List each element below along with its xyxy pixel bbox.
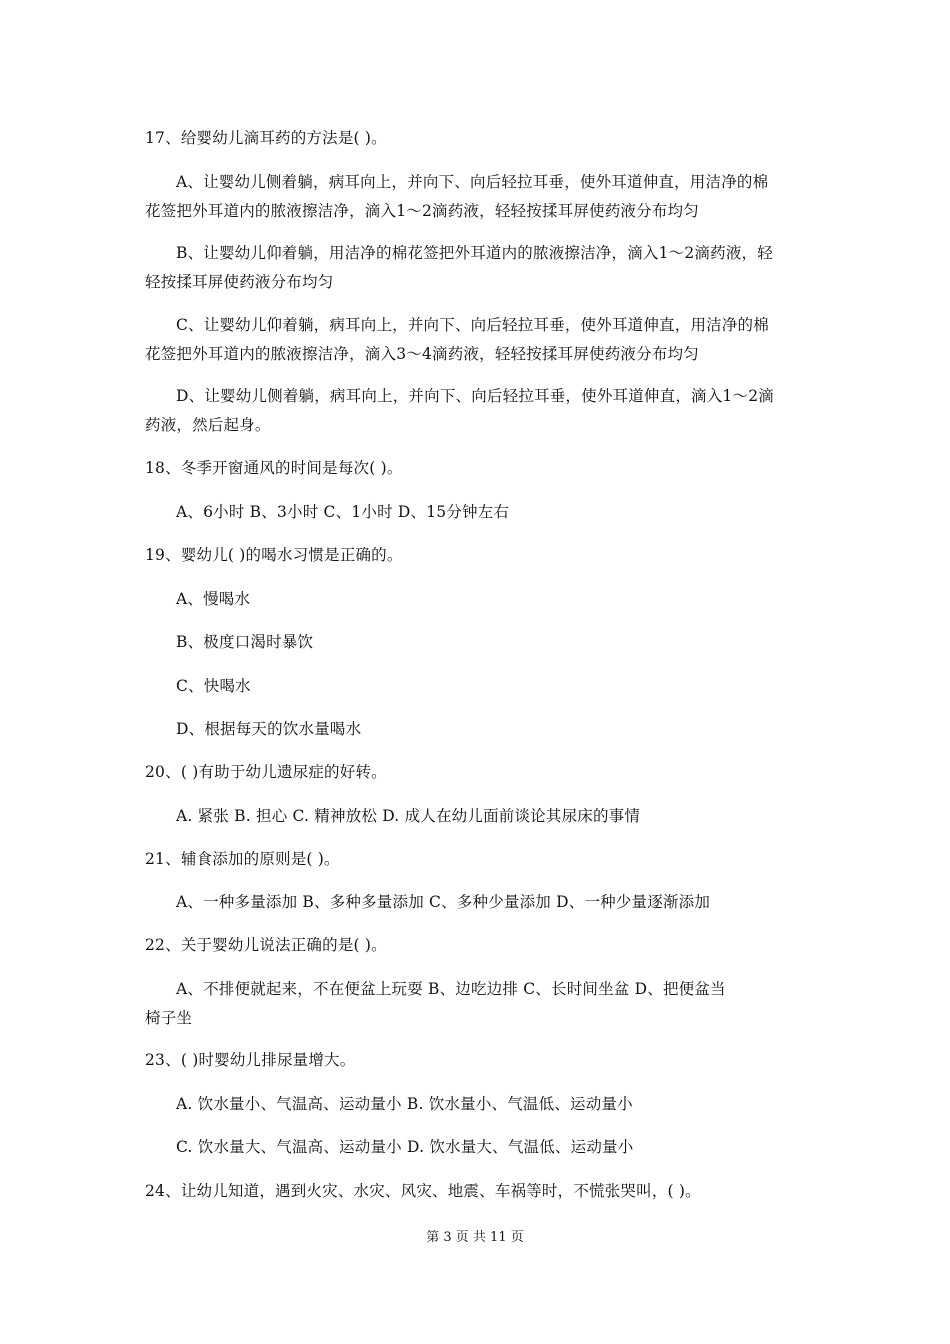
question-17-option-c-line1: C、让婴幼儿仰着躺，病耳向上，并向下、向后轻拉耳垂，使外耳道伸直，用洁净的棉 bbox=[176, 316, 769, 334]
question-22-options-line1: A、不排便就起来，不在便盆上玩耍 B、边吃边排 C、长时间坐盆 D、把便盆当 bbox=[176, 980, 726, 998]
question-23-options-cd: C. 饮水量大、气温高、运动量小 D. 饮水量大、气温低、运动量小 bbox=[176, 1138, 634, 1156]
question-22-stem: 22、关于婴幼儿说法正确的是( )。 bbox=[145, 936, 387, 954]
question-23-stem: 23、( )时婴幼儿排尿量增大。 bbox=[145, 1051, 356, 1069]
question-17-option-a-line1: A、让婴幼儿侧着躺，病耳向上，并向下、向后轻拉耳垂，使外耳道伸直，用洁净的棉 bbox=[176, 173, 769, 191]
question-18-options: A、6小时 B、3小时 C、1小时 D、15分钟左右 bbox=[176, 503, 510, 521]
page-footer: 第 3 页 共 11 页 bbox=[426, 1230, 524, 1245]
question-19-option-a: A、慢喝水 bbox=[176, 590, 251, 608]
question-18-stem: 18、冬季开窗通风的时间是每次( )。 bbox=[145, 459, 403, 477]
question-22-options-line2: 椅子坐 bbox=[145, 1009, 193, 1027]
question-19-option-d: D、根据每天的饮水量喝水 bbox=[176, 720, 362, 738]
question-17-option-d-line1: D、让婴幼儿侧着躺，病耳向上，并向下、向后轻拉耳垂，使外耳道伸直，滴入1～2滴 bbox=[176, 387, 774, 405]
question-21-options: A、一种多量添加 B、多种多量添加 C、多种少量添加 D、一种少量逐渐添加 bbox=[176, 893, 711, 911]
question-19-option-b: B、极度口渴时暴饮 bbox=[176, 633, 314, 651]
question-17-option-a-line2: 花签把外耳道内的脓液擦洁净，滴入1～2滴药液，轻轻按揉耳屏使药液分布均匀 bbox=[145, 202, 699, 220]
question-20-stem: 20、( )有助于幼儿遗尿症的好转。 bbox=[145, 763, 387, 781]
question-17-option-c-line2: 花签把外耳道内的脓液擦洁净，滴入3～4滴药液，轻轻按揉耳屏使药液分布均匀 bbox=[145, 345, 699, 363]
question-17-option-b-line1: B、让婴幼儿仰着躺，用洁净的棉花签把外耳道内的脓液擦洁净，滴入1～2滴药液，轻 bbox=[176, 244, 773, 262]
question-17-option-b-line2: 轻按揉耳屏使药液分布均匀 bbox=[145, 273, 334, 291]
question-17-option-d-line2: 药液，然后起身。 bbox=[145, 416, 271, 434]
question-21-stem: 21、辅食添加的原则是( )。 bbox=[145, 850, 340, 868]
question-23-options-ab: A. 饮水量小、气温高、运动量小 B. 饮水量小、气温低、运动量小 bbox=[176, 1095, 633, 1113]
question-17-stem: 17、给婴幼儿滴耳药的方法是( )。 bbox=[145, 129, 387, 147]
question-19-stem: 19、婴幼儿( )的喝水习惯是正确的。 bbox=[145, 546, 403, 564]
question-24-stem: 24、让幼儿知道，遇到火灾、水灾、风灾、地震、车祸等时，不慌张哭叫，( )。 bbox=[145, 1182, 701, 1200]
question-19-option-c: C、快喝水 bbox=[176, 677, 251, 695]
question-20-options: A. 紧张 B. 担心 C. 精神放松 D. 成人在幼儿面前谈论其尿床的事情 bbox=[176, 807, 641, 825]
